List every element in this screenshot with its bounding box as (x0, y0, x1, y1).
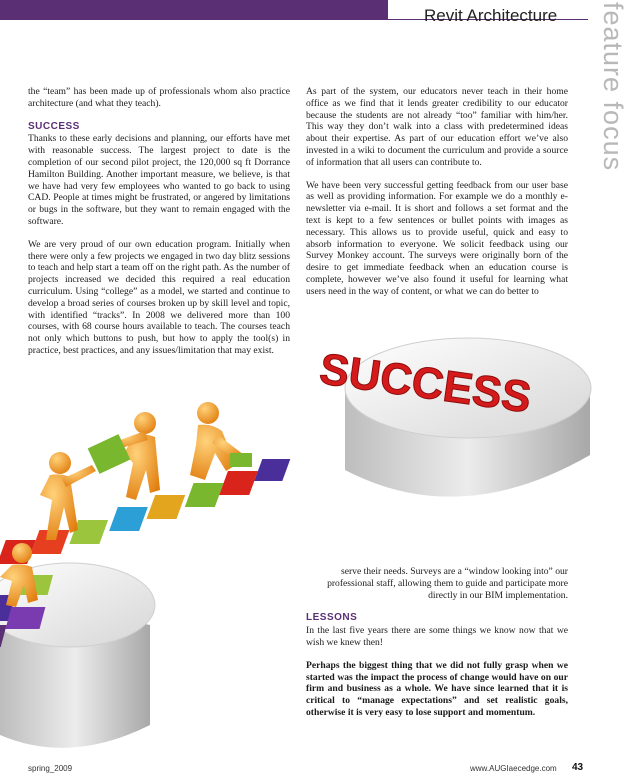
footer-website[interactable]: www.AUGIaecedge.com (470, 764, 557, 773)
bottom-column (306, 566, 568, 730)
lessons-paragraph-2: Perhaps the biggest thing that we did not fully grasp when we started was the impact the process of change would have on our firm and business as a whole. We have since learned that it is critical to “manage expectations” and set realistic goals, otherwise it is very easy to lose support and momentum. (306, 659, 568, 718)
side-label: feature focus (598, 2, 628, 172)
figure-carrier-center (88, 412, 160, 500)
footer-issue: spring_2009 (28, 764, 73, 773)
lessons-paragraph-1: In the last five years there are some things we know now that we wish we knew then! (306, 625, 568, 648)
right-column (306, 86, 568, 309)
page-number: 43 (572, 762, 584, 773)
right-paragraph-2: We have been very successful getting feedback from our user base as well as providing information. For example we do a monthly e-newsletter via e-mail. It is short and follows a set format and the text is kept to a few sentences or bullet points with images as necessary. This allows us to provide useful, quick and easy to absorb information to everyone. We solicit feedback using our Survey Monkey account. The surveys were originally born of the desire to get immediate feedback when an education course is complete, however we’ve also found it useful for learning what users need in the way of content, or what we can do better to (306, 179, 568, 297)
intro-paragraph: the “team” has been made up of professionals whom also practice architecture (and what they teach). (28, 86, 290, 109)
lessons-heading: LESSONS (306, 612, 358, 624)
section-title: Revit Architecture (424, 6, 558, 25)
right-paragraph-1: As part of the system, our educators never teach in their home office as we find that it lends greater credibility to our educator because the students are not already “too” familiar with him/her. This way they don’t walk into a class with predetermined ideas about their expertise. As part of our education effort we’ve also invested in a wiki to document the curriculum and provide a source of information that all users can contribute to. (306, 86, 568, 168)
success-word: SUCCESS (316, 344, 535, 423)
header-bar (0, 0, 388, 20)
success-paragraph-1: Thanks to these early decisions and planning, our efforts have met with reasonable success. The largest project to date is the completion of our second pilot project, the 120,000 sq ft Dorrance Hamilton Building. Another important measure, we believe, is that we have had very few employees who wanted to go back to using CAD. People at times might be frustrated, or angered by limitations or bugs in the software, but they want to remain engaged with the software. (28, 133, 290, 227)
success-heading: SUCCESS (28, 120, 80, 132)
figure-kneeling-right (190, 402, 252, 480)
continuation-paragraph: serve their needs. Surveys are a “window looking into” our professional staff, allowing them to guide and participate more directly in our BIM implementation. (327, 566, 568, 601)
puzzle-bridge (0, 459, 290, 564)
success-paragraph-2: We are very proud of our own education program. Initially when there were only a few projects we engaged in two day blitz sessions to teach and help start a team off on the right path. As the number of projects increased we decided this required a real education curriculum. Using “college” as a model, we started and continue to develop a broad series of courses broken up by skill level and topic, with identified “tracks”. In 2008 we delivered more than 100 courses, with 68 course hours available to teach. The courses teach not only which buttons to push, but how to apply the tool(s) in practice, best practices, and any issues/limitation that may exist. (28, 238, 290, 356)
